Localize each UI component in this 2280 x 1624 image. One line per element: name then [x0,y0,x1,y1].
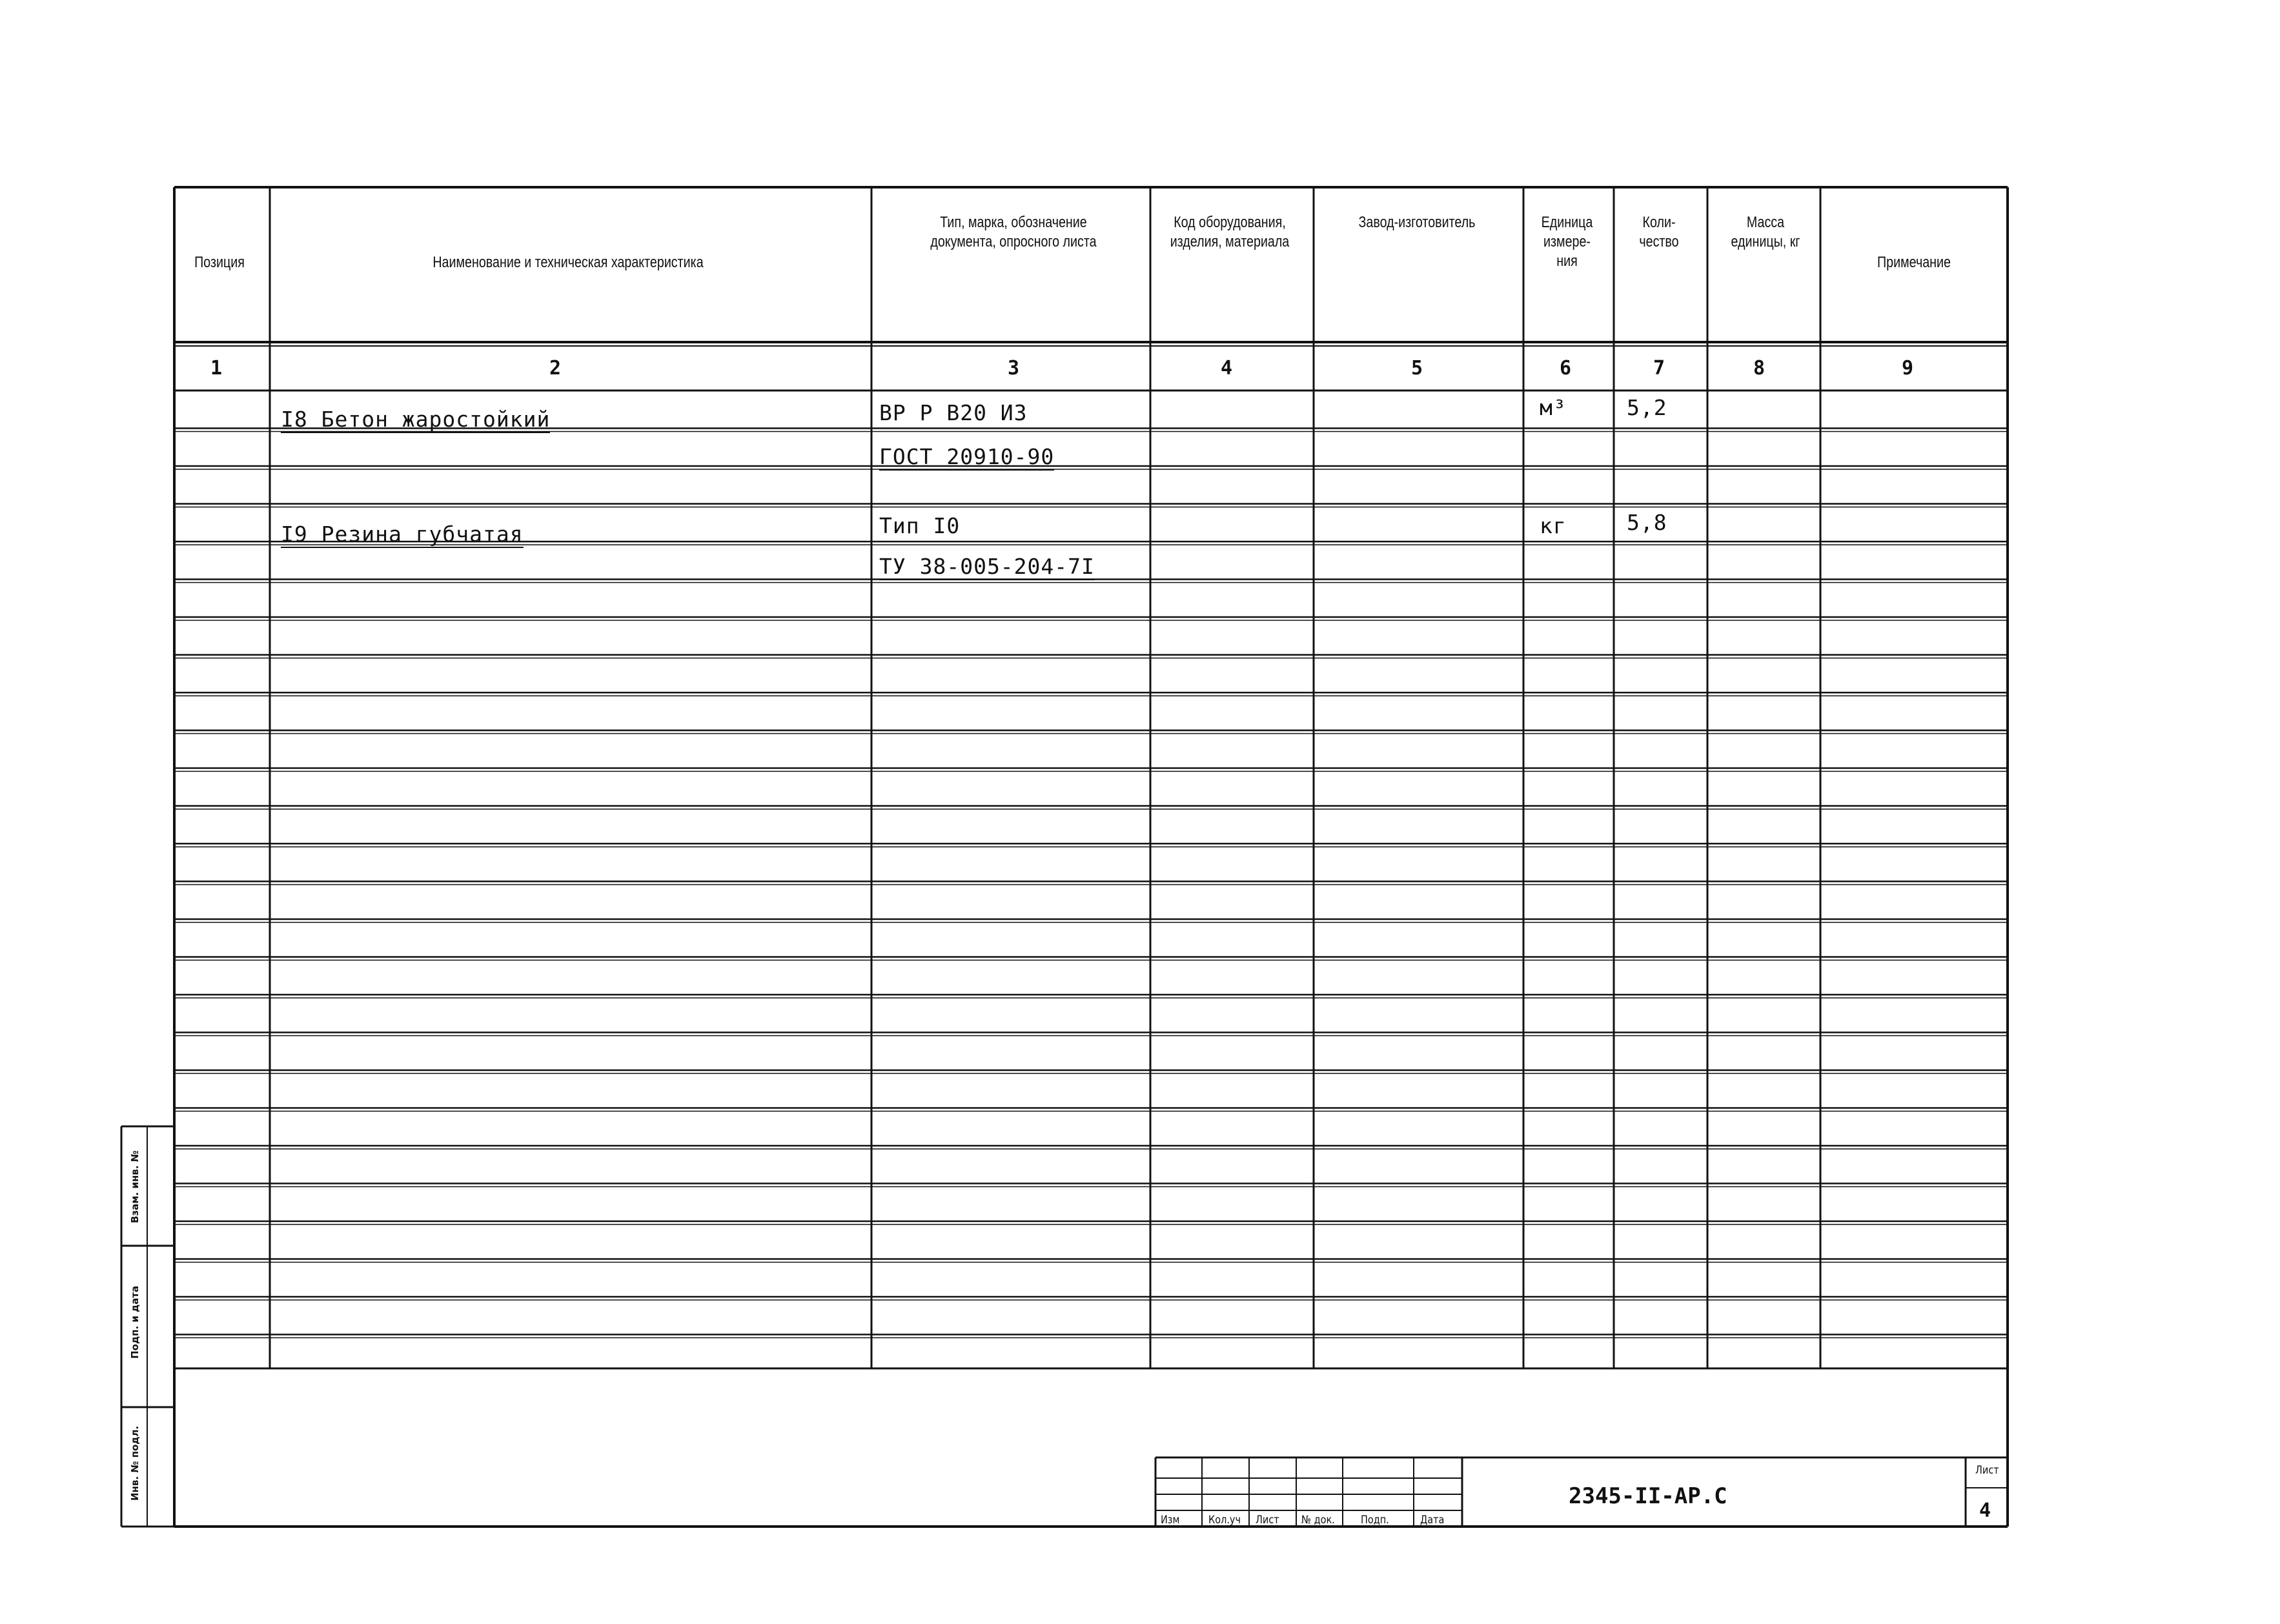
header-manufacturer: Завод-изготовитель [1358,214,1476,231]
title-block-label: № док. [1301,1514,1335,1527]
column-number: 8 [1753,357,1766,380]
column-number: 9 [1901,357,1914,380]
header-mass: Масса единицы, кг [1731,214,1800,250]
item-name: I8 Бетон жаростойкий [281,407,551,432]
document-code: 2345-II-АР.С [1569,1483,1727,1509]
column-number: 1 [210,357,223,380]
header-unit: Единица измере-ния [1541,214,1593,270]
item-unit: м³ [1540,395,1567,420]
sheet-number: 4 [1979,1499,1991,1522]
item-type: Тип I0 [879,513,961,538]
header-type: Тип, марка, обозначение документа, опросного листа [930,214,1097,250]
side-stamp-label: Инв. № подл. [129,1425,141,1501]
column-number: 4 [1220,357,1233,380]
item-type: ГОСТ 20910-90 [879,444,1055,469]
item-name: I9 Резина губчатая [281,522,524,547]
item-quantity: 5,8 [1627,510,1667,535]
title-block-label: Дата [1420,1514,1445,1527]
header-position: Позиция [194,254,245,271]
side-stamp-label: Взам. инв. № [129,1150,141,1223]
header-note: Примечание [1877,254,1951,271]
header-name: Наименование и техническая характеристика [433,254,704,271]
title-block-label: Изм [1161,1514,1180,1527]
item-unit: кг [1540,513,1567,538]
sheet-label: Лист [1975,1464,1999,1477]
column-number: 7 [1653,357,1665,380]
item-quantity: 5,2 [1627,395,1667,420]
item-type: ТУ 38-005-204-7I [879,554,1095,579]
title-block-label: Лист [1256,1514,1279,1527]
column-number: 2 [549,357,562,380]
title-block-label: Подп. [1361,1514,1389,1527]
side-stamp-label: Подп. и дата [129,1285,141,1359]
header-code: Код оборудования, изделия, материала [1170,214,1290,250]
header-quantity: Коли-чество [1639,214,1679,250]
title-block-label: Кол.уч [1208,1514,1241,1527]
column-number: 6 [1559,357,1572,380]
item-type: ВР Р В20 ИЗ [879,400,1028,425]
column-number: 3 [1007,357,1020,380]
column-number: 5 [1410,357,1423,380]
